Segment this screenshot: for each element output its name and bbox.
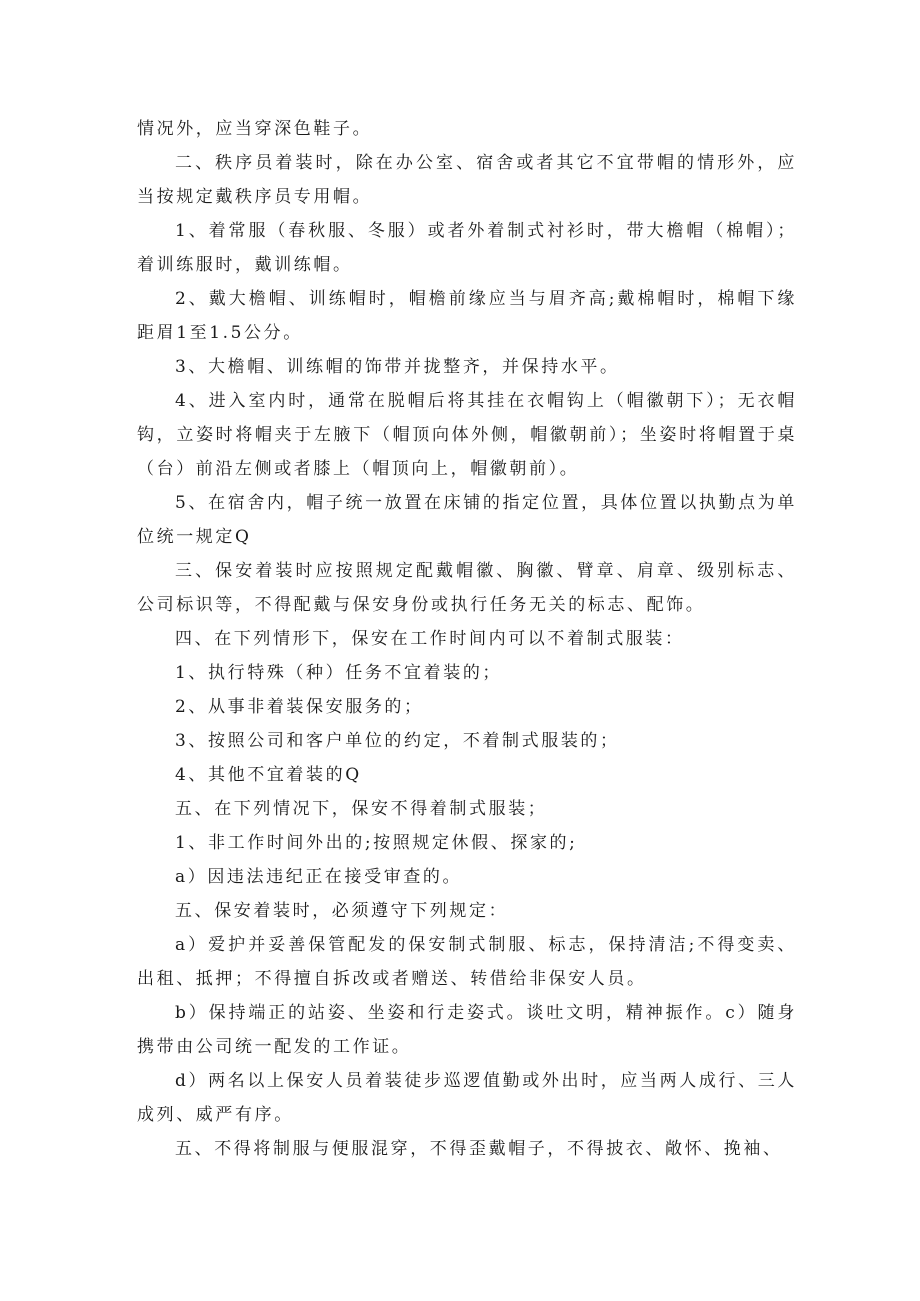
paragraph: 4、进入室内时，通常在脱帽后将其挂在衣帽钩上（帽徽朝下）；无衣帽钩，立姿时将帽夹于左腋下（帽顶向体外侧，帽徽朝前）；坐姿时将帽置于桌（台）前沿左侧或者膝上（帽顶向上，帽徽朝前）。 <box>137 391 797 479</box>
paragraph: 3、大檐帽、训练帽的饰带并拢整齐，并保持水平。 <box>175 357 620 377</box>
document-body <box>137 112 797 1166</box>
paragraph: a）爱护并妥善保管配发的保安制式制服、标志，保持清洁;不得变卖、出租、抵押；不得擅自拆改或者赠送、转借给非保安人员。 <box>137 935 797 989</box>
paragraph: 1、着常服（春秋服、冬服）或者外着制式衬衫时，带大檐帽（棉帽）；着训练服时，戴训练帽。 <box>137 221 797 275</box>
paragraph: 五、在下列情况下，保安不得着制式服装； <box>175 799 548 819</box>
paragraph: 4、其他不宜着装的Q <box>175 765 362 785</box>
paragraph: 情况外，应当穿深色鞋子。 <box>137 119 373 139</box>
paragraph: b）保持端正的站姿、坐姿和行走姿式。谈吐文明，精神振作。c）随身携带由公司统一配发的工作证。 <box>137 1003 797 1057</box>
paragraph: 2、从事非着装保安服务的； <box>175 697 424 717</box>
paragraph: 3、按照公司和客户单位的约定，不着制式服装的； <box>175 731 620 751</box>
paragraph: a）因违法违纪正在接受审查的。 <box>175 867 463 887</box>
paragraph: 5、在宿舍内，帽子统一放置在床铺的指定位置，具体位置以执勤点为单位统一规定Q <box>137 493 797 547</box>
paragraph: 二、秩序员着装时，除在办公室、宿舍或者其它不宜带帽的情形外，应当按规定戴秩序员专用帽。 <box>137 153 797 207</box>
paragraph: 1、执行特殊（种）任务不宜着装的； <box>175 663 503 683</box>
paragraph: 四、在下列情形下，保安在工作时间内可以不着制式服装： <box>175 629 685 649</box>
paragraph: 五、不得将制服与便服混穿，不得歪戴帽子，不得披衣、敞怀、挽袖、 <box>175 1139 783 1159</box>
paragraph: 2、戴大檐帽、训练帽时，帽檐前缘应当与眉齐高;戴棉帽时，棉帽下缘距眉1至1.5公分。 <box>137 289 797 343</box>
paragraph: 三、保安着装时应按照规定配戴帽徽、胸徽、臂章、肩章、级别标志、公司标识等，不得配戴与保安身份或执行任务无关的标志、配饰。 <box>137 561 797 615</box>
paragraph: d）两名以上保安人员着装徒步巡逻值勤或外出时，应当两人成行、三人成列、威严有序。 <box>137 1071 797 1125</box>
paragraph: 五、保安着装时，必须遵守下列规定： <box>175 901 509 921</box>
paragraph: 1、非工作时间外出的;按照规定休假、探家的; <box>175 833 578 853</box>
